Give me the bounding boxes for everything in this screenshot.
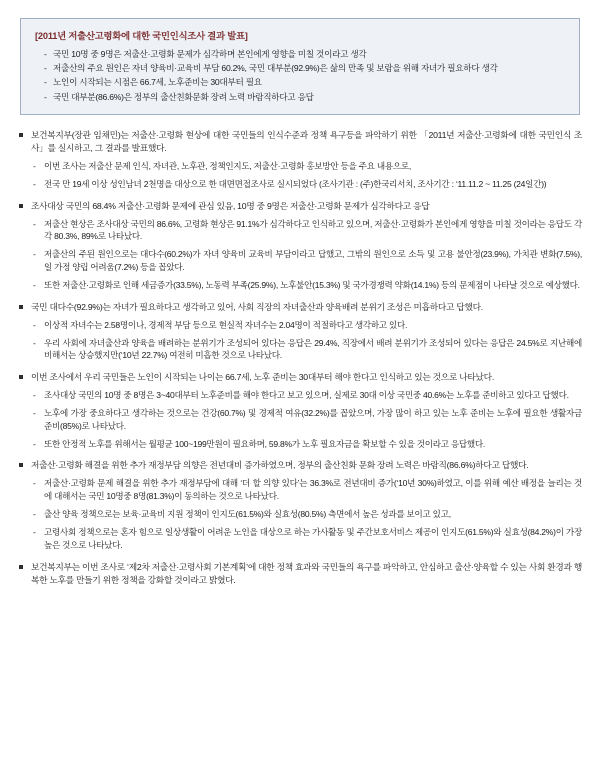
- section-sublist: [18, 477, 582, 551]
- summary-box: [20, 18, 580, 115]
- section-subitem: - 저출산·고령화 문제 해결을 위한 추가 재정부담에 대해 ‘더 할 의향 있다’는 36.3%로 전년대비 증가(‘10년 30%)하였고, 이를 위해 예산 배정을 늘리는 것에 대해서는 국민 10명중 8명(81.3%)이 동의하는 것으로 나타났다.: [18, 477, 582, 503]
- section-subitem: - 또한 안정적 노후를 위해서는 월평균 100~199만원이 필요하며, 59.8%가 노후 필요자금을 확보할 수 있을 것이라고 응답했다.: [18, 438, 582, 451]
- section-subitem: - 고령사회 정책으로는 혼자 힘으로 일상생활이 어려운 노인을 대상으로 하는 가사활동 및 주간보호서비스 제공이 인지도(61.5%)와 실효성(84.2%)이 가장 높은 것으로 나타났다.: [18, 526, 582, 552]
- summary-title: [2011년 저출산고령화에 대한 국민인식조사 결과 발표]: [35, 31, 248, 41]
- section-subitem: - 조사대상 국민의 10명 중 8명은 3~40대부터 노후준비를 해야 한다고 보고 있으며, 실제로 30대 이상 국민중 40.6%는 노후를 준비하고 있다고 답했다.: [18, 389, 582, 402]
- section-lead: 이번 조사에서 우리 국민들은 노인이 시작되는 나이는 66.7세, 노후 준비는 30대부터 해야 한다고 인식하고 있는 것으로 나타났다.: [18, 371, 582, 384]
- section-subitem: - 우리 사회에 자녀출산과 양육을 배려하는 분위기가 조성되어 있다는 응답은 29.4%, 직장에서 배려 분위기가 조성되어 있다는 응답은 24.5%로 지난해에 비해서는 상승했지만(‘10년 22.7%) 여전히 미흡한 것으로 나타났다.: [18, 337, 582, 363]
- summary-item: - 국민 10명 중 9명은 저출산·고령화 문제가 심각하며 본인에게 영향을 미칠 것이라고 생각: [31, 48, 569, 60]
- section-block: [18, 459, 582, 551]
- section-subitem: - 출산 양육 정책으로는 보육·교육비 지원 정책이 인지도(61.5%)와 실효성(80.5%) 측면에서 높은 성과를 보이고 있고,: [18, 508, 582, 521]
- section-subitem: - 저출산의 주된 원인으로는 대다수(60.2%)가 자녀 양육비 교육비 부담이라고 답했고, 그밖의 원인으로 소득 및 고용 불안정(23.9%), 가치관 변화(7.5%), 일 가정 양립 어려움(7.2%) 등을 꼽았다.: [18, 248, 582, 274]
- section-block: [18, 200, 582, 292]
- summary-list: [31, 48, 569, 103]
- summary-item: - 국민 대부분(86.6%)은 정부의 출산친화문화 장려 노력 바람직하다고 응답: [31, 91, 569, 103]
- summary-item: - 노인이 시작되는 시점은 66.7세, 노후준비는 30대부터 필요: [31, 76, 569, 88]
- section-block: [18, 561, 582, 587]
- summary-item: - 저출산의 주요 원인은 자녀 양육비·교육비 부담 60.2%, 국민 대부분(92.9%)은 삶의 만족 및 보람을 위해 자녀가 필요하다 생각: [31, 62, 569, 74]
- body-content: [16, 129, 584, 587]
- section-lead: 국민 대다수(92.9%)는 자녀가 필요하다고 생각하고 있어, 사회 직장의 자녀출산과 양육배려 분위기 조성은 미흡하다고 답했다.: [18, 301, 582, 314]
- section-subitem: - 노후에 가장 중요하다고 생각하는 것으로는 건강(60.7%) 및 경제적 여유(32.2%)를 꼽았으며, 가장 많이 하고 있는 노후 준비는 노후에 필요한 생활자금 준비(85%)로 나타났다.: [18, 407, 582, 433]
- section-lead: 저출산·고령화 해결을 위한 추가 재정부담 의향은 전년대비 증가하였으며, 정부의 출산친화 문화 장려 노력은 바람직(86.6%)하다고 답했다.: [18, 459, 582, 472]
- section-block: [18, 371, 582, 450]
- section-subitem: - 저출산 현상은 조사대상 국민의 86.6%, 고령화 현상은 91.1%가 심각하다고 인식하고 있으며, 저출산·고령화가 본인에게 영향을 미칠 것이라는 응답도 각각 80.3%, 89%로 나타났다.: [18, 218, 582, 244]
- section-lead: 조사대상 국민의 68.4% 저출산·고령화 문제에 관심 있음, 10명 중 9명은 저출산·고령화 문제가 심각하다고 응답: [18, 200, 582, 213]
- section-sublist: [18, 218, 582, 292]
- section-sublist: [18, 160, 582, 191]
- section-sublist: [18, 319, 582, 362]
- section-block: [18, 301, 582, 362]
- section-sublist: [18, 389, 582, 450]
- section-lead: 보건복지부(장관 임채민)는 저출산·고령화 현상에 대한 국민들의 인식수준과 정책 욕구등을 파악하기 위한 「2011년 저출산·고령화에 대한 국민인식 조사」를 실시하고, 그 결과를 발표했다.: [18, 129, 582, 155]
- section-subitem: - 이상적 자녀수는 2.58명이나, 경제적 부담 등으로 현실적 자녀수는 2.04명이 적절하다고 생각하고 있다.: [18, 319, 582, 332]
- section-subitem: - 또한 저출산·고령화로 인해 세금증가(33.5%), 노동력 부족(25.9%), 노후불안(15.3%) 및 국가경쟁력 약화(14.1%) 등의 문제점이 나타날 것으로 예상했다.: [18, 279, 582, 292]
- section-subitem: - 이번 조사는 저출산 문제 인식, 자녀관, 노후관, 정책인지도, 저출산·고령화 홍보방안 등을 주요 내용으로,: [18, 160, 582, 173]
- section-subitem: - 전국 만 19세 이상 성인남녀 2천명을 대상으로 한 대면면접조사로 실시되었다 (조사기관 : (주)한국리서치, 조사기간 : ‘11.11.2 ~ 11.25 (24일간)): [18, 178, 582, 191]
- section-lead: 보건복지부는 이번 조사로 ‘제2차 저출산·고령사회 기본계획’에 대한 정책 효과와 국민들의 욕구를 파악하고, 안심하고 출산·양육할 수 있는 사회 환경과 행복한 노후를 만들기 위한 정책을 강화할 것이라고 밝혔다.: [18, 561, 582, 587]
- section-block: [18, 129, 582, 191]
